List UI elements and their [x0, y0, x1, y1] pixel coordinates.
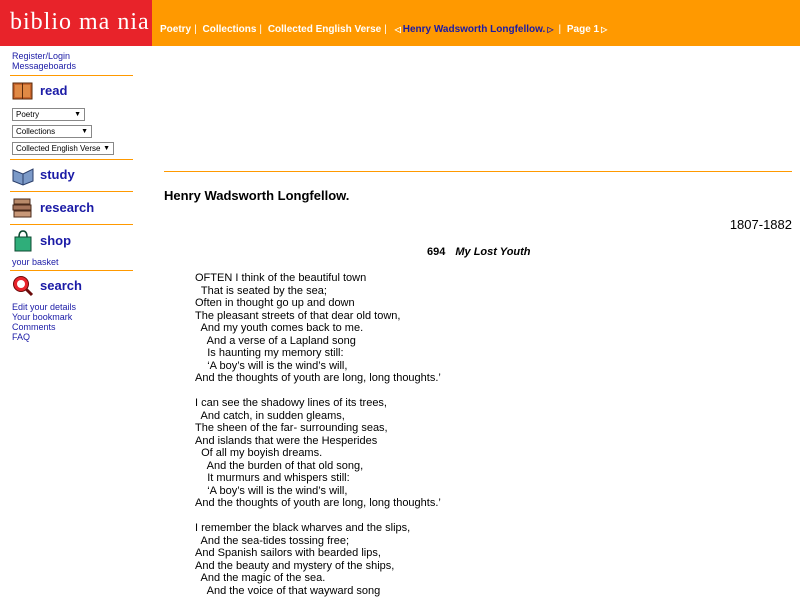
- breadcrumb-poetry[interactable]: Poetry: [160, 24, 192, 35]
- breadcrumb-current[interactable]: Henry Wadsworth Longfellow.: [402, 24, 546, 35]
- open-book-icon: [11, 164, 35, 186]
- messageboards-link[interactable]: Messageboards: [12, 61, 77, 71]
- divider: [10, 75, 133, 76]
- stanza-break: [195, 510, 441, 523]
- read-link[interactable]: read: [40, 83, 68, 98]
- poetry-select-value: Poetry: [16, 110, 40, 119]
- logo-text: biblio ma nia: [10, 9, 150, 35]
- edit-details-link[interactable]: Edit your details: [12, 302, 77, 312]
- poem-line: Is haunting my memory still:: [195, 347, 344, 359]
- poem-heading: [427, 246, 531, 258]
- poem-line: And Spanish sailors with bearded lips,: [195, 547, 381, 559]
- divider: [10, 159, 133, 160]
- divider: [10, 191, 133, 192]
- dropdown-arrow-icon: ▼: [74, 111, 81, 118]
- your-basket-link[interactable]: your basket: [12, 257, 59, 267]
- shopping-bag-icon: [11, 230, 35, 252]
- divider: [10, 224, 133, 225]
- poem-line: And the magic of the sea.: [195, 572, 326, 584]
- poem-line: And catch, in sudden gleams,: [195, 409, 345, 422]
- next-arrow-icon[interactable]: ▷: [547, 25, 554, 34]
- poem-line: OFTEN I think of the beautiful town: [195, 272, 367, 284]
- poem-line: And the thoughts of youth are long, long thoughts.’: [195, 497, 441, 509]
- poem-line: Of all my boyish dreams.: [195, 447, 323, 459]
- poem-line: ‘A boy’s will is the wind’s will,: [195, 359, 348, 372]
- poem-line: The pleasant streets of that dear old town,: [195, 309, 401, 322]
- divider: [10, 270, 133, 271]
- poem-line: And the beauty and mystery of the ships,: [195, 559, 395, 572]
- search-link[interactable]: search: [40, 278, 82, 293]
- poem-line: And the thoughts of youth are long, long thoughts.’: [195, 372, 441, 384]
- poem-number: 694: [427, 246, 446, 258]
- poem-line: I can see the shadowy lines of its trees,: [195, 397, 387, 409]
- poetry-select[interactable]: [12, 108, 85, 121]
- stanza-break: [195, 385, 441, 398]
- next-page-icon[interactable]: ▷: [601, 25, 608, 34]
- poem-line: Often in thought go up and down: [195, 297, 355, 309]
- poet-name: Henry Wadsworth Longfellow.: [164, 188, 350, 203]
- comments-link[interactable]: Comments: [12, 322, 56, 332]
- poet-dates: 1807-1882: [729, 217, 792, 232]
- dropdown-arrow-icon: ▼: [103, 145, 110, 152]
- poem-line: And the voice of that wayward song: [195, 584, 381, 597]
- breadcrumb-bar: [152, 0, 800, 46]
- bookmark-link[interactable]: Your bookmark: [12, 312, 73, 322]
- magnifier-icon: [11, 275, 35, 297]
- verse-select[interactable]: [12, 142, 114, 155]
- poem-line: It murmurs and whispers still:: [195, 472, 350, 484]
- dropdown-arrow-icon: ▼: [81, 128, 88, 135]
- verse-select-value: Collected English Verse: [16, 144, 101, 153]
- study-link[interactable]: study: [40, 167, 75, 182]
- page-indicator: Page 1: [566, 24, 600, 35]
- poem-text: [195, 272, 441, 597]
- books-stack-icon: [11, 197, 35, 219]
- poem-line: And islands that were the Hesperides: [195, 434, 378, 447]
- poem-title: My Lost Youth: [455, 246, 531, 258]
- register-login-link[interactable]: Register/Login: [12, 51, 71, 61]
- poem-line: And the sea-tides tossing free;: [195, 534, 350, 547]
- research-link[interactable]: research: [40, 200, 95, 215]
- poem-line: And my youth comes back to me.: [195, 322, 364, 334]
- shop-link[interactable]: shop: [40, 233, 72, 248]
- prev-arrow-icon[interactable]: ◁: [394, 25, 401, 34]
- book-icon: [11, 80, 35, 102]
- site-logo[interactable]: [0, 0, 152, 46]
- poem-line: ‘A boy’s will is the wind’s will,: [195, 484, 348, 497]
- breadcrumb-collections[interactable]: Collections: [202, 24, 257, 35]
- collections-select[interactable]: [12, 125, 92, 138]
- poem-line: The sheen of the far- surrounding seas,: [195, 422, 388, 434]
- faq-link[interactable]: FAQ: [12, 332, 31, 342]
- poem-line: That is seated by the sea;: [195, 284, 327, 297]
- breadcrumb-collected-english-verse[interactable]: Collected English Verse: [267, 24, 382, 35]
- content-divider: [164, 171, 792, 172]
- poem-line: And a verse of a Lapland song: [195, 334, 356, 347]
- breadcrumb: Poetry | Collections | Collected English Verse | ◁ Henry Wadsworth Longfellow. ▷ | Page 1 ▷: [160, 24, 608, 35]
- collections-select-value: Collections: [16, 127, 56, 136]
- poem-line: And the burden of that old song,: [195, 459, 364, 472]
- poem-line: I remember the black wharves and the slips,: [195, 522, 411, 534]
